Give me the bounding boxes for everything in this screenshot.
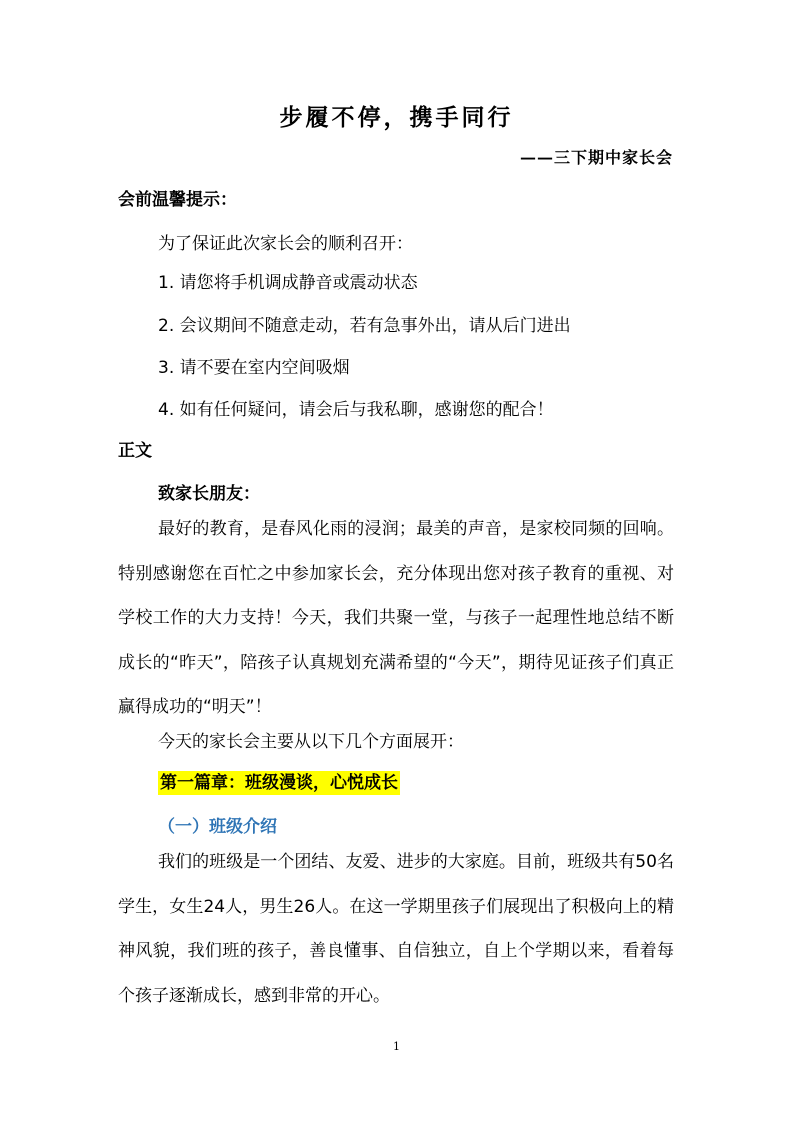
paragraph-class-intro: 我们的班级是一个团结、友爱、进步的大家庭。目前，班级共有50名学生，女生24人，男生26人。在这一学期里孩子们展现出了积极向上的精神风貌，我们班的孩子，善良懂事、自信独立，自上个学期以来，看着每个孩子逐渐成长，感到非常的开心。 — [118, 852, 674, 1006]
section-1-title: （一）班级介绍 — [158, 817, 277, 837]
tips-heading: 会前温馨提示： — [118, 190, 237, 210]
page-number: 1 — [393, 1040, 400, 1053]
agenda-intro: 今天的家长会主要从以下几个方面展开： — [158, 732, 464, 752]
tips-item-4: 4. 如有任何疑问，请会后与我私聊，感谢您的配合！ — [158, 400, 554, 420]
document-subtitle: ——三下期中家长会 — [519, 148, 673, 167]
tips-intro: 为了保证此次家长会的顺利召开： — [158, 234, 413, 254]
tips-item-3: 3. 请不要在室内空间吸烟 — [158, 358, 350, 378]
document-title: 步履不停，携手同行 — [279, 104, 514, 131]
chapter-1-title — [158, 769, 400, 797]
tips-item-1: 1. 请您将手机调成静音或震动状态 — [158, 273, 418, 293]
chapter-1-highlight: 第一篇章：班级漫谈，心悦成长 — [160, 773, 398, 793]
paragraph-intro: 最好的教育，是春风化雨的浸润；最美的声音，是家校同频的回响。特别感谢您在百忙之中参加家长会，充分体现出您对孩子教育的重视、对学校工作的大力支持！今天，我们共聚一堂，与孩子一起理性地总结不断成长的“昨天”，陪孩子认真规划充满希望的“今天”，期待见证孩子们真正赢得成功的“明天”！ — [118, 519, 674, 718]
body-heading: 正文 — [118, 441, 152, 461]
tips-item-2: 2. 会议期间不随意走动，若有急事外出，请从后门进出 — [158, 316, 571, 336]
salutation: 致家长朋友： — [158, 484, 260, 504]
